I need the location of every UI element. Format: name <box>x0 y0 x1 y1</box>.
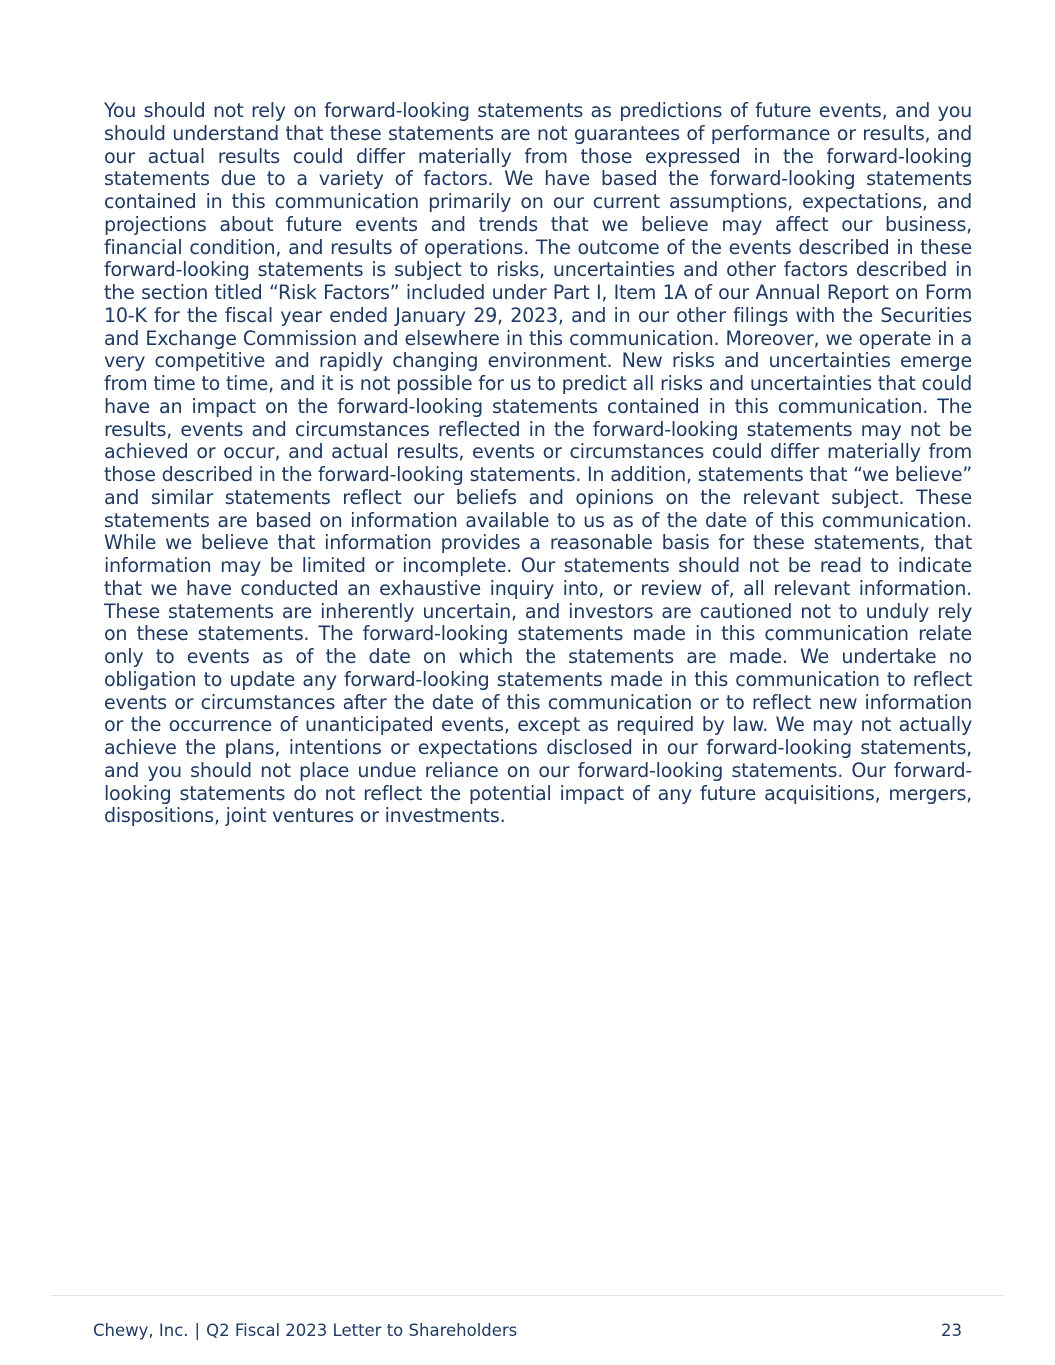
footer-company-name: Chewy, Inc. <box>93 1321 189 1340</box>
footer-divider <box>50 1295 1005 1296</box>
forward-looking-statements-paragraph: You should not rely on forward-looking statements as predictions of future events, and you should understand that these statements are not guarantees of performance or results, and our actual results could differ materially from those expressed in the forward-looking statements due to a variety of factors. We have based the forward-looking statements contained in this communication primarily on our current assumptions, expectations, and projections about future events and trends that we believe may affect our business, financial condition, and results of operations. The outcome of the events described in these forward-looking statements is subject to risks, uncertainties and other factors described in the section titled “Risk Factors” included under Part I, Item 1A of our Annual Report on Form 10-K for the fiscal year ended January 29, 2023, and in our other filings with the Securities and Exchange Commission and elsewhere in this communication. Moreover, we operate in a very competitive and rapidly changing environment. New risks and uncertainties emerge from time to time, and it is not possible for us to predict all risks and uncertainties that could have an impact on the forward-looking statements contained in this communication. The results, events and circumstances reflected in the forward-looking statements may not be achieved or occur, and actual results, events or circumstances could differ materially from those described in the forward-looking statements. In addition, statements that “we believe” and similar statements reflect our beliefs and opinions on the relevant subject. These statements are based on information available to us as of the date of this communication. While we believe that information provides a reasonable basis for these statements, that information may be limited or incomplete. Our statements should not be read to indicate that we have conducted an exhaustive inquiry into, or review of, all relevant information. These statements are inherently uncertain, and investors are cautioned not to unduly rely on these statements. The forward-looking statements made in this communication relate only to events as of the date on which the statements are made. We undertake no obligation to update any forward-looking statements made in this communication to reflect events or circumstances after the date of this communication or to reflect new information or the occurrence of unanticipated events, except as required by law. We may not actually achieve the plans, intentions or expectations disclosed in our forward-looking statements, and you should not place undue reliance on our forward-looking statements. Our forward-looking statements do not reflect the potential impact of any future acquisitions, mergers, dispositions, joint ventures or investments. <box>104 99 972 828</box>
footer-document-title: Q2 Fiscal 2023 Letter to Shareholders <box>206 1321 518 1340</box>
footer-separator: | <box>194 1321 201 1340</box>
page-number: 23 <box>941 1321 962 1340</box>
footer-document-info <box>93 1320 517 1342</box>
